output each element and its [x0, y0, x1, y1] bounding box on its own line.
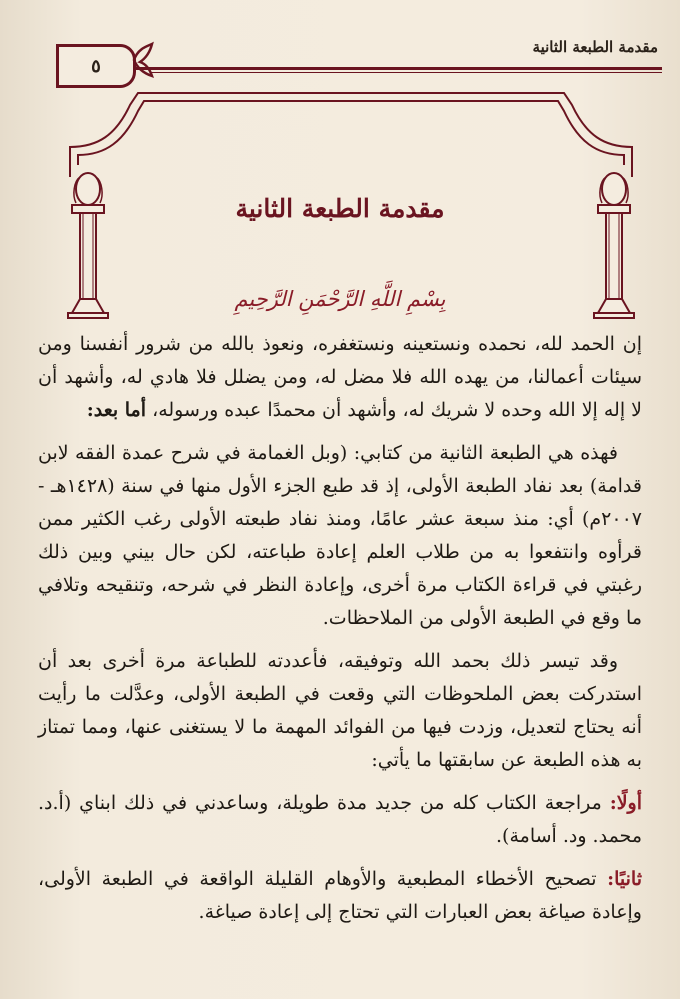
- leaf-ornament-icon: [130, 40, 156, 80]
- running-header-title: مقدمة الطبعة الثانية: [532, 38, 658, 56]
- list-item-second: [38, 863, 642, 929]
- list-item-first: [38, 787, 642, 853]
- header-rule-thin: [150, 72, 662, 73]
- list-item-second-text: تصحيح الأخطاء المطبعية والأوهام القليلة الواقعة في الطبعة الأولى، وإعادة صياغة بعض العبارات التي تحتاج إلى إعادة صياغة.: [38, 868, 642, 923]
- amma-bad-phrase: أما بعد:: [86, 399, 147, 421]
- paragraph-opening: [38, 328, 642, 427]
- paragraph-revision: وقد تيسر ذلك بحمد الله وتوفيقه، فأعددته للطباعة مرة أخرى بعد أن استدركت بعض الملحوظات التي وقعت في الطبعة الأولى، وعدَّلت ما رأيت أنه يحتاج لتعديل، وزدت فيها من الفوائد المهمة ما لا يستغنى عنها، ومما تمتاز به هذه الطبعة عن سابقتها ما يأتي:: [38, 650, 642, 771]
- page-number: ٥: [56, 44, 136, 88]
- paragraph-about-edition: فهذه هي الطبعة الثانية من كتابي: (وبل الغمامة في شرح عمدة الفقه لابن قدامة) بعد نفاد الطبعة الأولى، إذ قد طبع الجزء الأول منها في سنة (١٤٢٨هـ - ٢٠٠٧م) أي: منذ سبعة عشر عامًا، ومنذ نفاد طبعته الأولى رغب الكثير ممن قرأوه وانتفعوا به من طلاب العلم إعادة طباعته، لكن حال بيني وبين ذلك رغبتي في قراءة الكتاب مرة أخرى، وإعادة النظر في شرحه، وتنقيحه وتلافي ما وقع في الطبعة الأولى من الملاحظات.: [38, 442, 643, 629]
- chapter-title: مقدمة الطبعة الثانية: [235, 194, 445, 223]
- basmala-calligraphy: بِسْمِ اللَّهِ الرَّحْمَنِ الرَّحِيمِ: [234, 287, 446, 311]
- list-item-first-label: أولًا:: [609, 792, 643, 814]
- paragraph-opening-text: إن الحمد لله، نحمده ونستعينه ونستغفره، ونعوذ بالله من شرور أنفسنا ومن سيئات أعمالنا، من يهده الله فلا مضل له، ومن يضلل فلا هادي له، وأشهد أن لا إله إلا الله وحده لا شريك له، وأشهد أن محمدًا عبده ورسوله،: [38, 333, 642, 421]
- body-text: [38, 328, 642, 929]
- list-item-first-text: مراجعة الكتاب كله من جديد مدة طويلة، وساعدني في ذلك ابناي (أ.د. محمد. ود. أسامة).: [38, 792, 642, 847]
- list-item-second-label: ثانيًا:: [607, 868, 642, 890]
